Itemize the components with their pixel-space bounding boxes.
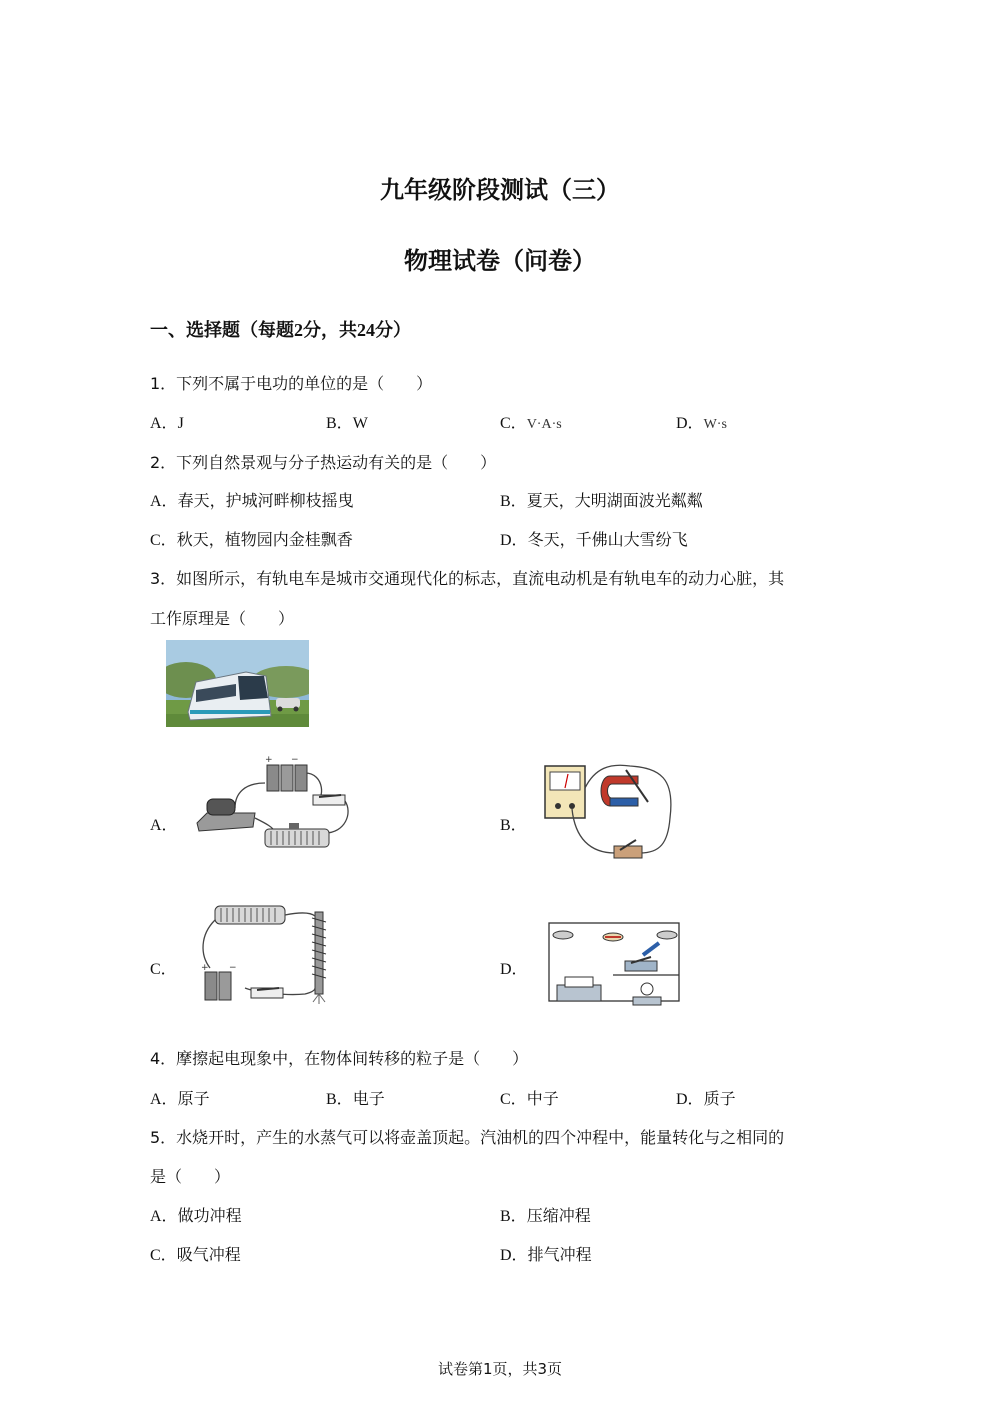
section-heading-part: 分） (375, 320, 411, 341)
circuit-diagram-c (195, 900, 335, 1010)
section-heading-number: 24 (357, 320, 375, 340)
q5-option-a[interactable] (150, 1203, 242, 1226)
question-4-text: 4．摩擦起电现象中，在物体间转移的粒子是（ ） (150, 1049, 529, 1068)
q3-option-d[interactable]: D． (500, 961, 528, 978)
option-text: 电子 (352, 1089, 385, 1108)
option-label: C． (500, 415, 527, 432)
q5-option-c[interactable] (150, 1242, 241, 1265)
q4-option-b[interactable] (326, 1086, 385, 1109)
option-label: B． (500, 493, 527, 510)
q1-option-b[interactable] (326, 410, 368, 433)
question-5-text-line2: 是（ ） (150, 1167, 231, 1186)
section-heading-part: 分，共 (303, 320, 357, 341)
option-label: D． (676, 415, 704, 432)
q2-option-d[interactable] (500, 527, 688, 550)
section-heading-part: 一、选择题（每题 (150, 320, 294, 341)
option-label: C． (500, 1091, 527, 1108)
question-3-text-line2: 工作原理是（ ） (150, 609, 295, 628)
option-text: W (352, 415, 368, 432)
q4-option-c[interactable] (500, 1086, 559, 1109)
circuit-diagram-d (543, 915, 685, 1010)
option-label: C． (150, 532, 177, 549)
option-text: 春天，护城河畔柳枝摇曳 (177, 491, 354, 510)
q4-option-a[interactable] (150, 1086, 210, 1109)
tram-photo (166, 640, 309, 727)
section-heading (150, 316, 411, 342)
option-text: 做功冲程 (177, 1206, 242, 1225)
option-text: 冬天，千佛山大雪纷飞 (527, 530, 688, 549)
question-2-text: 2．下列自然景观与分子热运动有关的是（ ） (150, 453, 497, 472)
option-text: W·s (703, 417, 727, 432)
question-1-text: 1．下列不属于电功的单位的是（ ） (150, 374, 433, 393)
option-text: 排气冲程 (527, 1245, 592, 1264)
svg-text:+: + (265, 755, 273, 765)
option-text: V·A·s (526, 417, 562, 432)
option-label: A． (150, 1091, 178, 1108)
option-label: C． (150, 1247, 177, 1264)
circuit-diagram-a (195, 753, 355, 863)
option-label: A． (150, 493, 178, 510)
option-label: A． (150, 1208, 178, 1225)
option-label: A． (150, 415, 178, 432)
q3-option-b[interactable]: B． (500, 817, 527, 834)
option-text: 质子 (703, 1089, 736, 1108)
section-heading-number: 2 (294, 320, 303, 340)
option-text: 原子 (177, 1089, 210, 1108)
circuit-diagram-b (540, 758, 680, 863)
option-label: D． (500, 1247, 528, 1264)
q2-option-a[interactable] (150, 488, 354, 511)
q2-option-c[interactable] (150, 527, 353, 550)
q1-option-c[interactable] (500, 410, 562, 433)
page-title: 九年级阶段测试（三） (380, 176, 620, 204)
q5-option-d[interactable] (500, 1242, 592, 1265)
option-text: 压缩冲程 (526, 1206, 591, 1225)
q4-option-d[interactable] (676, 1086, 736, 1109)
page-footer: 试卷第1页，共3页 (437, 1360, 563, 1378)
q1-option-a[interactable] (150, 410, 184, 433)
option-label: B． (326, 415, 353, 432)
option-text: 夏天，大明湖面波光粼粼 (526, 491, 703, 510)
page-subtitle: 物理试卷（问卷） (404, 247, 596, 275)
svg-text:−: − (229, 963, 237, 973)
svg-text:+: + (201, 963, 209, 973)
option-text: 吸气冲程 (176, 1245, 241, 1264)
option-label: D． (676, 1091, 704, 1108)
question-3-text-line1: 3．如图所示，有轨电车是城市交通现代化的标志，直流电动机是有轨电车的动力心脏，其 (150, 569, 785, 588)
option-label: D． (500, 532, 528, 549)
q3-option-a[interactable]: A． (150, 817, 178, 834)
option-label: B． (500, 1208, 527, 1225)
q5-option-b[interactable] (500, 1203, 591, 1226)
q1-option-d[interactable] (676, 410, 727, 433)
option-text: J (177, 415, 184, 432)
option-label: B． (326, 1091, 353, 1108)
q2-option-b[interactable] (500, 488, 703, 511)
question-5-text-line1: 5．水烧开时，产生的水蒸气可以将壶盖顶起。汽油机的四个冲程中，能量转化与之相同的 (150, 1128, 785, 1147)
option-text: 秋天，植物园内金桂飘香 (176, 530, 353, 549)
q3-option-c[interactable]: C． (150, 961, 177, 978)
svg-text:−: − (291, 755, 299, 765)
option-text: 中子 (526, 1089, 559, 1108)
